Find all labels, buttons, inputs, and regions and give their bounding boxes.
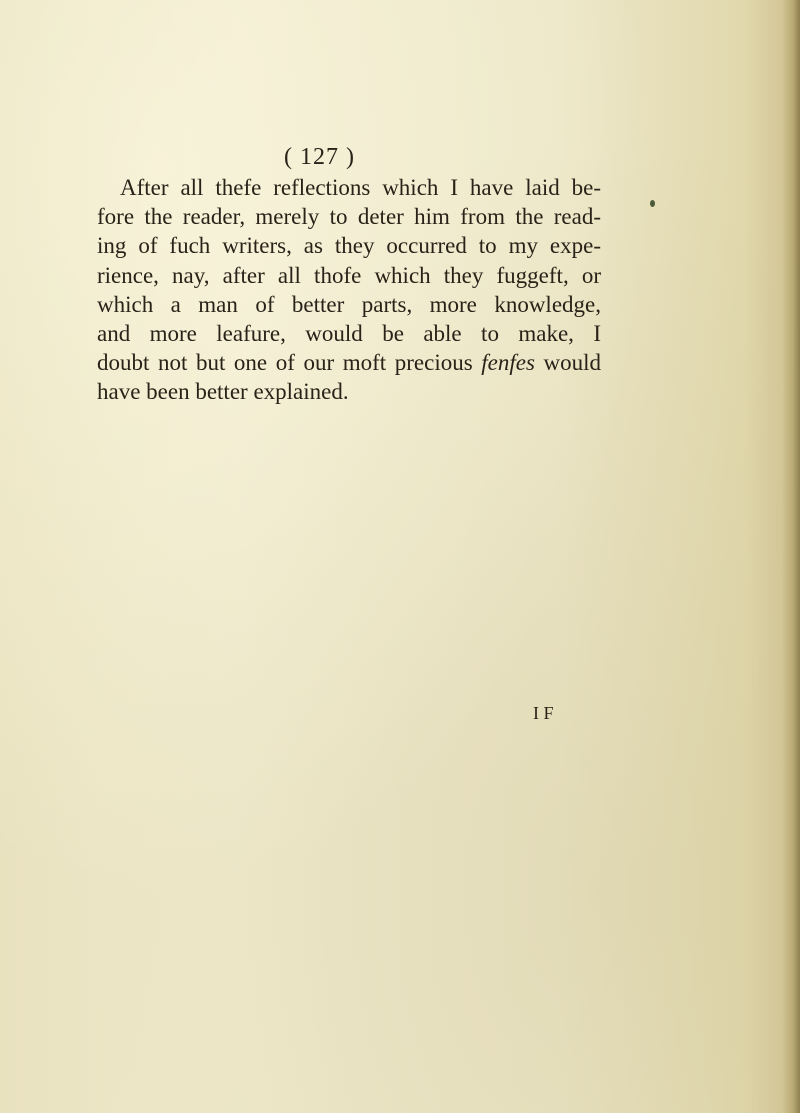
body-paragraph — [97, 173, 601, 407]
page-edge-shadow — [782, 0, 800, 1113]
text-line: have been better explained. — [97, 379, 349, 405]
page-number: ( 127 ) — [284, 144, 355, 170]
text-line: fore the reader, merely to deter him from the read- — [97, 204, 601, 230]
italic-word: fenfes — [481, 350, 535, 376]
catchword: I F — [533, 703, 554, 723]
text-line: ing of fuch writers, as they occurred to my expe- — [97, 233, 601, 259]
text-segment: would — [534, 350, 601, 376]
text-segment: doubt not but one of our moft precious — [97, 350, 482, 376]
text-line: rience, nay, after all thofe which they fuggeft, or — [97, 262, 601, 288]
text-line: which a man of better parts, more knowledge, — [97, 291, 601, 317]
text-line — [97, 348, 601, 377]
ink-speck — [650, 200, 655, 207]
text-line: and more leafure, would be able to make, I — [97, 321, 601, 347]
text-line: After all thefe reflections which I have laid be- — [120, 175, 601, 200]
